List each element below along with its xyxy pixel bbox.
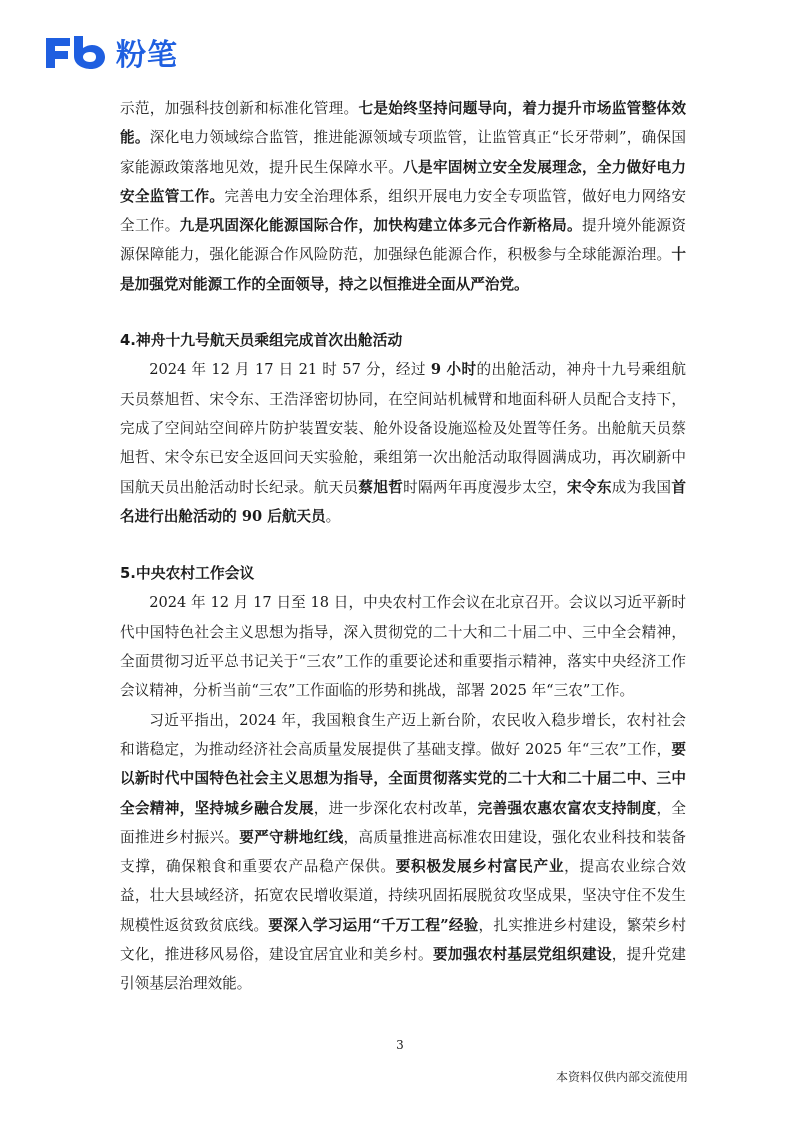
brand-logo [40,30,178,74]
paragraph-xi-remarks: 习近平指出，2024 年，我国粮食生产迈上新台阶，农民收入稳步增长，农村社会和谐稳定，为推动经济社会高质量发展提供了基础支撑。做好 2025 年“三农”工作，要以新时代中国特色社会主义思想为指导，全面贯彻落实党的二十大和二十届二中、三中全会精神，坚持城乡融合发展，进一步深化农村改革，完善强农惠农富农支持制度，全面推进乡村振兴。要严守耕地红线，高质量推进高标准农田建设，强化农业科技和装备支撑，确保粮食和重要农产品稳产保供。要积极发展乡村富民产业，提高农业综合效益，壮大县域经济，拓宽农民增收渠道，持续巩固拓展脱贫攻坚成果，坚决守住不发生规模性返贫致贫底线。要深入学习运用“千万工程”经验，扎实推进乡村建设，繁荣乡村文化，推进移风易俗，建设宜居宜业和美乡村。要加强农村基层党组织建设，提升党建引领基层治理效能。 [120,711,686,993]
section-heading-5: 5.中央农村工作会议 [120,565,255,583]
paragraph-energy-tasks: 示范，加强科技创新和标准化管理。七是始终坚持问题导向，着力提升市场监管整体效能。深化电力领域综合监管，推进能源领域专项监管，让监管真正“长牙带刺”，确保国家能源政策落地见效，提升民生保障水平。八是牢固树立安全发展理念，全力做好电力安全监管工作。完善电力安全治理体系，组织开展电力安全专项监管，做好电力网络安全工作。九是巩固深化能源国际合作，加快构建立体多元合作新格局。提升境外能源资源保障能力，强化能源合作风险防范，加强绿色能源合作，积极参与全球能源治理。十是加强党对能源工作的全面领导，持之以恒推进全面从严治党。 [120,100,686,293]
paragraph-shenzhou: 2024 年 12 月 17 日 21 时 57 分，经过 9 小时的出舱活动，神舟十九号乘组航天员蔡旭哲、宋令东、王浩泽密切协同，在空间站机械臂和地面科研人员配合支持下，完成了空间站空间碎片防护装置安装、舱外设备设施巡检及处置等任务。出舱航天员蔡旭哲、宋令东已安全返回问天实验舱，乘组第一次出舱活动取得圆满成功，再次刷新中国航天员出舱活动时长纪录。航天员蔡旭哲时隔两年再度漫步太空，宋令东成为我国首名进行出舱活动的 90 后航天员。 [120,361,686,525]
paragraph-rural-meeting: 2024 年 12 月 17 日至 18 日，中央农村工作会议在北京召开。会议以习近平新时代中国特色社会主义思想为指导，深入贯彻党的二十大和二十届二中、三中全会精神，全面贯彻习近平总书记关于“三农”工作的重要论述和重要指示精神，落实中央经济工作会议精神，分析当前“三农”工作面临的形势和挑战，部署 2025 年“三农”工作。 [120,594,686,700]
footer-note: 本资料仅供内部交流使用 [555,1070,688,1084]
logo-text: 粉笔 [116,38,178,73]
section-heading-4: 4.神舟十九号航天员乘组完成首次出舱活动 [120,332,403,350]
document-body [120,94,686,999]
page-number: 3 [396,1038,404,1052]
fb-logo-icon [40,32,110,72]
